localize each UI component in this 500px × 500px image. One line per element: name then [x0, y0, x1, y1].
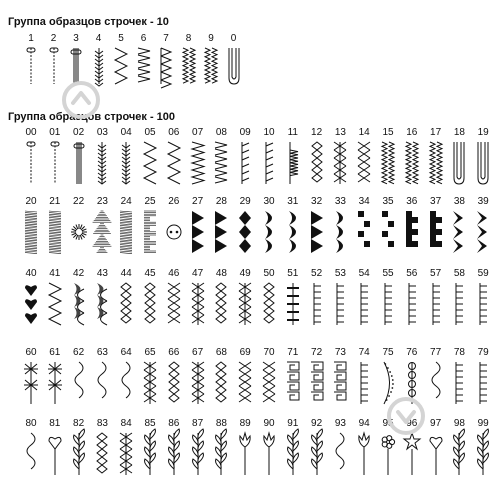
stitch-number: 72	[311, 347, 323, 358]
stitch-number: 46	[168, 268, 180, 279]
stitch-pattern-serpentine-icon[interactable]	[330, 430, 350, 478]
stitch-number: 02	[73, 127, 85, 138]
stitch-number: 04	[120, 127, 132, 138]
stitch-pattern-triple-bar-icon[interactable]	[69, 139, 89, 187]
stitch-number: 36	[406, 196, 418, 207]
stitch-pattern-straight-bar-icon[interactable]	[21, 45, 41, 87]
stitch-number: 07	[192, 127, 204, 138]
stitch-pattern-step-fill-icon[interactable]	[402, 208, 422, 256]
stitch-number: 2	[50, 33, 57, 44]
stitch-pattern-diamond-chain-icon[interactable]	[211, 280, 231, 328]
stitch-pattern-step-fill-icon[interactable]	[426, 208, 446, 256]
stitch-number: 26	[168, 196, 180, 207]
stitch-number: 50	[263, 268, 275, 279]
stitch-pattern-comb-icon[interactable]	[473, 359, 493, 407]
stitch-number: 56	[406, 268, 418, 279]
stitch-number: 96	[406, 418, 418, 429]
prev-slide-button[interactable]	[61, 80, 101, 120]
stitch-number: 18	[453, 127, 465, 138]
stitch-number: 00	[25, 127, 37, 138]
stitch-pattern-block-fill-icon[interactable]	[378, 208, 398, 256]
stitch-pattern-diamond-chain-icon[interactable]	[92, 430, 112, 478]
stitch-number: 01	[49, 127, 61, 138]
stitch-pattern-comb-icon[interactable]	[354, 359, 374, 407]
stitch-number: 40	[25, 268, 37, 279]
stitch-pattern-cross-chain-icon[interactable]	[188, 359, 208, 407]
stitch-pattern-straight-bar-icon[interactable]	[45, 139, 65, 187]
stitch-number: 23	[96, 196, 108, 207]
stitch-number: 59	[477, 268, 489, 279]
stitch-pattern-moon-fill-icon[interactable]	[259, 208, 279, 256]
stitch-pattern-serpentine-icon[interactable]	[92, 359, 112, 407]
stitch-pattern-heart-outline-icon[interactable]	[45, 430, 65, 478]
stitch-number: 83	[96, 418, 108, 429]
stitch-pattern-block-fill-icon[interactable]	[354, 208, 374, 256]
stitch-pattern-moon-fill-icon[interactable]	[283, 208, 303, 256]
stitch-pattern-satin-dense-icon[interactable]	[45, 208, 65, 256]
stitch-pattern-blanket-dense-icon[interactable]	[283, 139, 303, 187]
stitch-number: 76	[406, 347, 418, 358]
stitch-number: 9	[208, 33, 214, 44]
stitch-number: 22	[73, 196, 85, 207]
stitch-number: 28	[215, 196, 227, 207]
stitch-number: 55	[382, 268, 394, 279]
stitch-number: 24	[120, 196, 132, 207]
stitch-pattern-ladder-icon[interactable]	[283, 280, 303, 328]
stitch-pattern-comb-icon[interactable]	[449, 359, 469, 407]
stitch-number: 13	[334, 127, 346, 138]
stitch-number: 08	[215, 127, 227, 138]
stitch-pattern-x-chain-icon[interactable]	[235, 359, 255, 407]
stitch-pattern-comb-icon[interactable]	[330, 280, 350, 328]
stitch-pattern-zigzag-icon[interactable]	[111, 45, 131, 87]
stitch-pattern-arrow-bar-icon[interactable]	[92, 139, 112, 187]
stitch-number: 25	[144, 196, 156, 207]
stitch-number: 77	[430, 347, 442, 358]
stitch-pattern-serpentine-icon[interactable]	[21, 430, 41, 478]
stitch-pattern-leaf-icon[interactable]	[307, 430, 327, 478]
stitch-pattern-tricot-block-icon[interactable]	[426, 139, 446, 187]
stitch-pattern-tricot-block-icon[interactable]	[378, 139, 398, 187]
stitch-number: 4	[95, 33, 102, 44]
stitch-pattern-leaf-icon[interactable]	[283, 430, 303, 478]
stitch-number: 95	[382, 418, 394, 429]
stitch-pattern-triangle-fan-icon[interactable]	[156, 45, 176, 87]
stitch-number: 79	[477, 347, 489, 358]
stitch-number: 86	[168, 418, 180, 429]
stitch-pattern-diamond-chain-icon[interactable]	[259, 280, 279, 328]
stitch-number: 62	[73, 347, 85, 358]
stitch-number: 57	[430, 268, 442, 279]
stitch-pattern-star-icon[interactable]	[402, 430, 422, 478]
stitch-number: 31	[287, 196, 299, 207]
stitch-pattern-leaf-icon[interactable]	[188, 430, 208, 478]
stitch-number: 8	[185, 33, 192, 44]
stitch-pattern-cross-chain-icon[interactable]	[116, 430, 136, 478]
stitch-pattern-serpentine-icon[interactable]	[116, 359, 136, 407]
stitch-number: 92	[311, 418, 323, 429]
stitch-pattern-satin-step-icon[interactable]	[140, 208, 160, 256]
stitch-pattern-triangle-fill-icon[interactable]	[211, 208, 231, 256]
stitch-pattern-star-stitch-icon[interactable]	[21, 359, 41, 407]
stitch-number: 81	[49, 418, 61, 429]
stitch-number: 21	[49, 196, 61, 207]
stitch-pattern-serpentine-icon[interactable]	[69, 359, 89, 407]
group-10-title: Группа образцов строчек - 10	[8, 16, 169, 28]
stitch-number: 20	[25, 196, 37, 207]
stitch-number: 69	[239, 347, 251, 358]
stitch-pattern-tulip-icon[interactable]	[235, 430, 255, 478]
stitch-number: 19	[477, 127, 489, 138]
stitch-pattern-diamond-chain-icon[interactable]	[164, 359, 184, 407]
chevron-down-icon	[398, 412, 414, 422]
stitch-number: 61	[49, 347, 61, 358]
stitch-pattern-leaf-icon[interactable]	[473, 430, 493, 478]
stitch-pattern-cross-chain-icon[interactable]	[140, 359, 160, 407]
stitch-pattern-comb-icon[interactable]	[473, 280, 493, 328]
stitch-pattern-comb-icon[interactable]	[378, 280, 398, 328]
stitch-pattern-scallop-loop-icon[interactable]	[449, 139, 469, 187]
stitch-number: 03	[96, 127, 108, 138]
stitch-pattern-serpentine-icon[interactable]	[426, 359, 446, 407]
stitch-pattern-flower-icon[interactable]	[378, 430, 398, 478]
stitch-pattern-leaf-icon[interactable]	[140, 430, 160, 478]
stitch-pattern-tulip-icon[interactable]	[354, 430, 374, 478]
stitch-number: 66	[168, 347, 180, 358]
stitch-number: 30	[263, 196, 275, 207]
stitch-pattern-greek-key-icon[interactable]	[307, 359, 327, 407]
stitch-number: 73	[334, 347, 346, 358]
stitch-pattern-comb-icon[interactable]	[307, 280, 327, 328]
stitch-number: 37	[430, 196, 442, 207]
stitch-number: 97	[430, 418, 442, 429]
stitch-number: 44	[120, 268, 132, 279]
stitch-pattern-scallop-loop-icon[interactable]	[473, 139, 493, 187]
stitch-pattern-leaf-icon[interactable]	[211, 430, 231, 478]
stitch-pattern-zigzag-stepped-icon[interactable]	[211, 139, 231, 187]
stitch-number: 45	[144, 268, 156, 279]
stitch-pattern-zigzag-icon[interactable]	[45, 280, 65, 328]
next-slide-button[interactable]	[386, 396, 426, 436]
stitch-number: 89	[239, 418, 251, 429]
stitch-pattern-comb-icon[interactable]	[426, 280, 446, 328]
stitch-pattern-zigzag-icon[interactable]	[164, 139, 184, 187]
stitch-pattern-wave-fill-icon[interactable]	[69, 280, 89, 328]
stitch-number: 54	[358, 268, 370, 279]
stitch-pattern-comb-icon[interactable]	[402, 280, 422, 328]
stitch-pattern-cross-chain-icon[interactable]	[235, 280, 255, 328]
stitch-number: 85	[144, 418, 156, 429]
stitch-number: 53	[334, 268, 346, 279]
stitch-pattern-straight-bar-icon[interactable]	[21, 139, 41, 187]
stitch-pattern-chevron-fill-icon[interactable]	[449, 208, 469, 256]
stitch-number: 51	[287, 268, 299, 279]
stitch-number: 64	[120, 347, 132, 358]
stitch-number: 33	[334, 196, 346, 207]
stitch-pattern-satin-triangle-icon[interactable]	[92, 208, 112, 256]
stitch-number: 71	[287, 347, 299, 358]
stitch-number: 32	[311, 196, 323, 207]
stitch-number: 6	[140, 33, 147, 44]
stitch-pattern-scallop-loop-icon[interactable]	[224, 45, 244, 87]
stitch-pattern-zigzag-dense-icon[interactable]	[188, 139, 208, 187]
stitch-number: 17	[430, 127, 442, 138]
stitch-number: 68	[215, 347, 227, 358]
stitch-number: 98	[453, 418, 465, 429]
stitch-pattern-x-chain-icon[interactable]	[164, 280, 184, 328]
stitch-pattern-zigzag-icon[interactable]	[140, 139, 160, 187]
stitch-pattern-greek-key-icon[interactable]	[330, 359, 350, 407]
stitch-number: 5	[118, 33, 124, 44]
stitch-number: 60	[25, 347, 37, 358]
stitch-pattern-comb-icon[interactable]	[354, 280, 374, 328]
stitch-pattern-x-chain-icon[interactable]	[354, 139, 374, 187]
stitch-number: 84	[120, 418, 132, 429]
stitch-number: 3	[73, 33, 79, 44]
stitch-pattern-heart-outline-icon[interactable]	[426, 430, 446, 478]
stitch-number: 42	[73, 268, 85, 279]
stitch-pattern-diamond-chain-icon[interactable]	[211, 359, 231, 407]
stitch-pattern-leaf-icon[interactable]	[449, 430, 469, 478]
stitch-pattern-blind-icon[interactable]	[235, 139, 255, 187]
stitch-number: 27	[192, 196, 204, 207]
stitch-number: 39	[477, 196, 489, 207]
stitch-pattern-arrow-bar-icon[interactable]	[116, 139, 136, 187]
stitch-pattern-diamond-chain-icon[interactable]	[140, 280, 160, 328]
stitch-number: 05	[144, 127, 156, 138]
stitch-number: 38	[453, 196, 465, 207]
stitch-number: 29	[239, 196, 251, 207]
stitch-number: 41	[49, 268, 61, 279]
stitch-pattern-triangle-fill-icon[interactable]	[307, 208, 327, 256]
stitch-number: 90	[263, 418, 275, 429]
stitch-number: 15	[382, 127, 394, 138]
stitch-number: 87	[192, 418, 204, 429]
stitch-number: 78	[453, 347, 465, 358]
stitch-number: 74	[358, 347, 370, 358]
stitch-number: 67	[192, 347, 204, 358]
stitch-pattern-diamond-chain-icon[interactable]	[116, 280, 136, 328]
stitch-number: 7	[163, 33, 169, 44]
stitch-pattern-chevron-fill-icon[interactable]	[473, 208, 493, 256]
stitch-number: 82	[73, 418, 85, 429]
stitch-number: 43	[96, 268, 108, 279]
stitch-pattern-x-chain-icon[interactable]	[259, 359, 279, 407]
stitch-number: 06	[168, 127, 180, 138]
chevron-up-icon	[73, 93, 89, 103]
stitch-pattern-leaf-icon[interactable]	[164, 430, 184, 478]
stitch-pattern-button-circle-icon[interactable]	[164, 208, 184, 256]
stitch-number: 75	[382, 347, 394, 358]
stitch-pattern-blind-icon[interactable]	[259, 139, 279, 187]
stitch-pattern-diamond-fill-icon[interactable]	[235, 208, 255, 256]
stitch-number: 63	[96, 347, 108, 358]
stitch-number: 88	[215, 418, 227, 429]
stitch-number: 80	[25, 418, 37, 429]
stitch-pattern-heart-fill-icon[interactable]	[21, 280, 41, 328]
stitch-number: 35	[382, 196, 394, 207]
stitch-number: 58	[453, 268, 465, 279]
stitch-number: 14	[358, 127, 370, 138]
stitch-number: 47	[192, 268, 204, 279]
stitch-pattern-moon-fill-icon[interactable]	[330, 208, 350, 256]
stitch-pattern-zigzag-stepped-icon[interactable]	[134, 45, 154, 87]
stitch-pattern-cross-chain-icon[interactable]	[188, 280, 208, 328]
stitch-number: 91	[287, 418, 299, 429]
stitch-pattern-triangle-fill-icon[interactable]	[188, 208, 208, 256]
stitch-pattern-tricot-block-icon[interactable]	[201, 45, 221, 87]
stitch-number: 0	[230, 33, 237, 44]
stitch-pattern-greek-key-icon[interactable]	[283, 359, 303, 407]
stitch-number: 93	[334, 418, 346, 429]
stitch-number: 52	[311, 268, 323, 279]
stitch-pattern-tricot-block-icon[interactable]	[179, 45, 199, 87]
stitch-pattern-eyelet-icon[interactable]	[69, 208, 89, 256]
stitch-pattern-diamond-chain-icon[interactable]	[307, 139, 327, 187]
stitch-number: 12	[311, 127, 323, 138]
stitch-number: 49	[239, 268, 251, 279]
stitch-number: 94	[358, 418, 370, 429]
stitch-number: 48	[215, 268, 227, 279]
stitch-pattern-tulip-icon[interactable]	[259, 430, 279, 478]
stitch-pattern-wave-fill-icon[interactable]	[92, 280, 112, 328]
stitch-pattern-leaf-icon[interactable]	[69, 430, 89, 478]
stitch-number: 11	[287, 127, 298, 138]
stitch-number: 34	[358, 196, 370, 207]
stitch-pattern-cross-chain-icon[interactable]	[330, 139, 350, 187]
stitch-number: 10	[263, 127, 275, 138]
stitch-number: 99	[477, 418, 489, 429]
stitch-number: 1	[28, 33, 34, 44]
stitch-number: 65	[144, 347, 156, 358]
stitch-pattern-tricot-block-icon[interactable]	[402, 139, 422, 187]
group-100-title: Группа образцов строчек - 100	[8, 111, 176, 123]
stitch-number: 16	[406, 127, 418, 138]
stitch-pattern-star-stitch-icon[interactable]	[45, 359, 65, 407]
stitch-number: 09	[239, 127, 251, 138]
stitch-pattern-comb-icon[interactable]	[449, 280, 469, 328]
stitch-pattern-satin-dense-icon[interactable]	[21, 208, 41, 256]
stitch-pattern-satin-dense-icon[interactable]	[116, 208, 136, 256]
stitch-number: 70	[263, 347, 275, 358]
